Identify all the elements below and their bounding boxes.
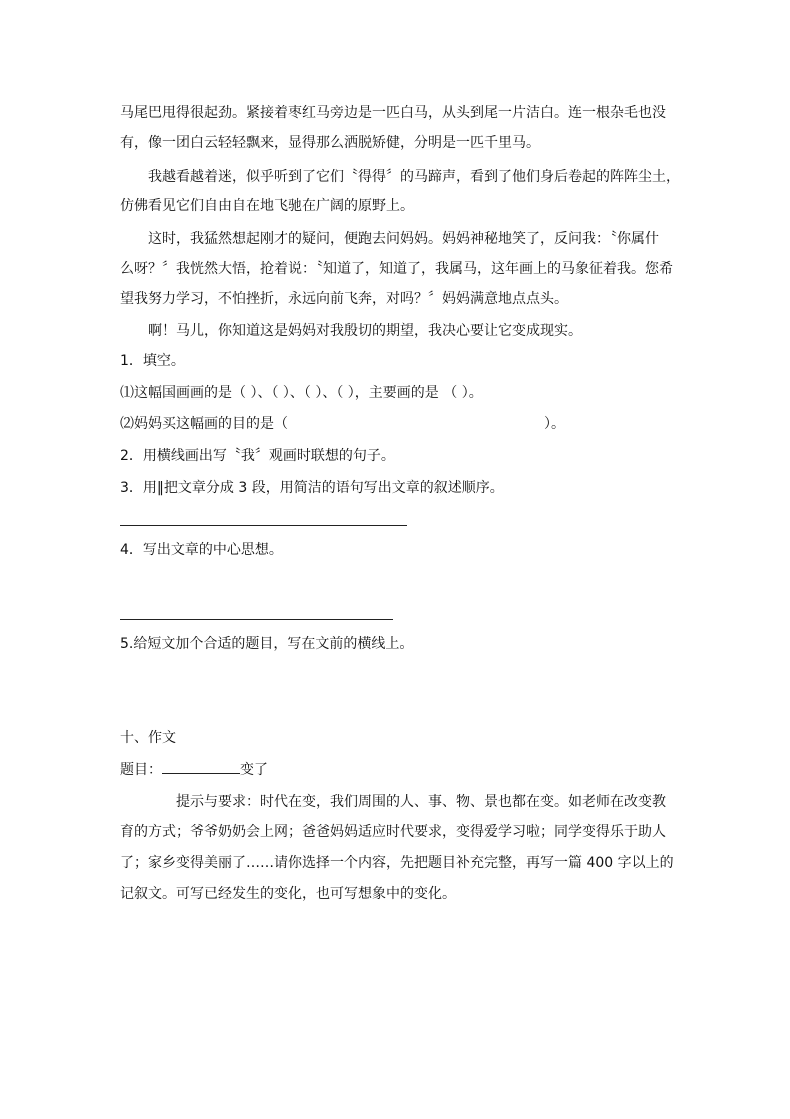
question-3: 3．用‖把文章分成 3 段，用简洁的语句写出文章的叙述顺序。 [120,480,504,496]
question-1-1: ⑴这幅国画画的是（ ）、（ ）、（ ）、（ ），主要画的是 （ ）。 [120,385,483,401]
question-5: 5.给短文加个合适的题目，写在文前的横线上。 [120,636,414,652]
passage-line: 仿佛看见它们自由自在地飞驰在广阔的原野上。 [120,198,414,214]
title-blank[interactable] [162,759,240,774]
requirement-line: 提示与要求：时代在变，我们周围的人、事、物、景也都在变。如老师在改变教 [176,794,666,810]
question-1: 1．填空。 [120,353,185,369]
requirement-line: 育的方式；爷爷奶奶会上网；爸爸妈妈适应时代要求，变得爱学习啦；同学变得乐于助人 [120,824,666,840]
answer-line-3[interactable] [120,525,407,526]
question-1-2-text: ⑵妈妈买这幅画的目的是（ [120,416,288,432]
composition-title [120,759,268,780]
question-1-2-end: ）。 [544,416,565,432]
passage-line: 么呀？〞我恍然大悟，抢着说：〝知道了，知道了，我属马，这年画上的马象征着我。您希 [120,261,673,277]
passage-line: 有，像一团白云轻轻飘来，显得那么洒脱矫健，分明是一匹千里马。 [120,135,540,151]
question-1-2 [120,414,565,434]
answer-line-4[interactable] [120,619,393,620]
title-prefix: 题目： [120,762,162,778]
question-2: 2．用横线画出写〝我〞观画时联想的句子。 [120,448,395,464]
section-heading: 十、作文 [120,730,176,746]
question-4: 4．写出文章的中心思想。 [120,542,283,558]
passage-line: 啊！马儿，你知道这是妈妈对我殷切的期望，我决心要让它变成现实。 [148,323,582,339]
passage-line: 我越看越着迷，似乎听到了它们〝得得〞的马蹄声，看到了他们身后卷起的阵阵尘土， [148,169,680,185]
requirement-line: 记叙文。可写已经发生的变化，也可写想象中的变化。 [120,886,456,902]
passage-line: 望我努力学习，不怕挫折，永远向前飞奔，对吗？〞妈妈满意地点点头。 [120,291,568,307]
requirement-line: 了；家乡变得美丽了……请你选择一个内容，先把题目补充完整，再写一篇 400 字以上的 [120,855,674,871]
passage-line: 这时，我猛然想起刚才的疑问，便跑去问妈妈。妈妈神秘地笑了，反问我：〝你属什 [148,231,659,247]
passage-line: 马尾巴甩得很起劲。紧接着枣红马旁边是一匹白马，从头到尾一片洁白。连一根杂毛也没 [120,105,666,121]
title-suffix: 变了 [240,762,268,778]
